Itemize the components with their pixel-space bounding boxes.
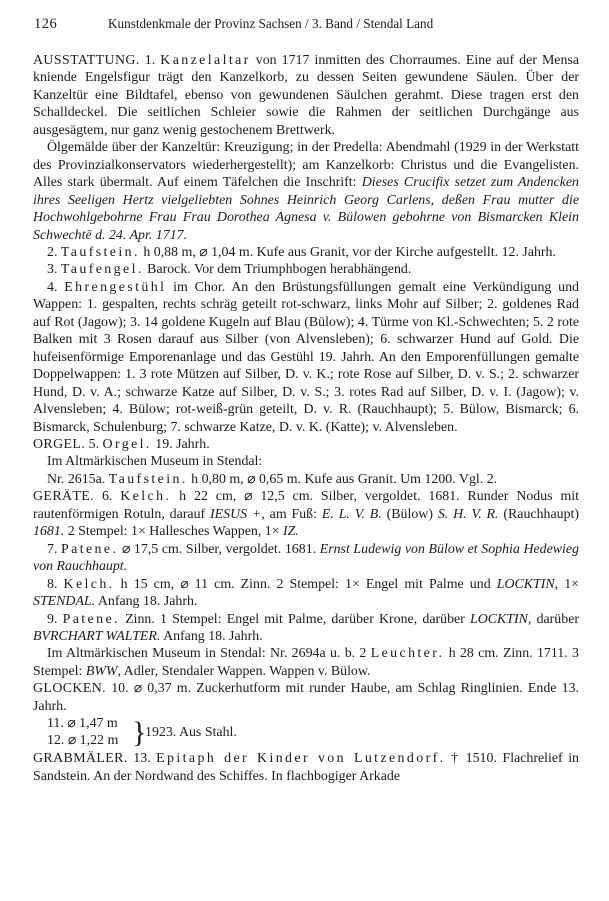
text-run: 6.: [94, 489, 121, 505]
paragraph: [33, 750, 579, 785]
item-name: Ehrengestühl: [64, 279, 167, 295]
text-run: , am Fuß:: [261, 506, 322, 522]
text-run: , 1×: [554, 576, 580, 592]
text-run: 19. Jahrh.: [151, 436, 210, 452]
text-run: h 15 cm, ⌀ 11 cm. Zinn. 2 Stempel: 1× Engel mit Palme und: [114, 576, 497, 592]
inscription-text: LOCKTIN: [470, 611, 528, 627]
text-run: Im Altmärkischen Museum in Stendal: Nr. 2694a u. b. 2: [47, 646, 371, 662]
bell-line-11: 11. ⌀ 1,47 m: [47, 716, 118, 732]
text-run: , Adler, Stendaler Wappen. Wappen v. Bülow.: [117, 663, 371, 679]
bells-note: 1923. Aus Stahl.: [145, 725, 237, 741]
item-name: Epitaph der Kinder von Lutzendorf.: [156, 751, 446, 767]
text-run: Anfang 18. Jahrh.: [95, 594, 198, 610]
item-name: Kelch.: [63, 576, 115, 592]
paragraph: [33, 261, 579, 278]
page-number: 126: [34, 16, 58, 32]
text-run: (Bülow): [381, 506, 438, 522]
paragraph: [33, 488, 579, 540]
text-run: h 0,80 m, ⌀ 0,65 m. Kufe aus Granit. Um 1200. Vgl. 2.: [187, 471, 498, 487]
inscription-text: BVRCHART WALTER.: [33, 628, 161, 644]
inscription-text: S. H. V. R.: [437, 506, 499, 522]
section-heading: GRABMÄLER.: [33, 751, 128, 767]
paragraph: [33, 645, 579, 680]
text-body: [33, 52, 579, 785]
paragraph: [33, 576, 579, 611]
text-run: im Chor. An den Brüstungsfüllungen gemalt eine Verkündigung und Wappen: 1. gespalten, rechts schräg geteilt rot-schwarz, links Mohr auf Silber; 2. goldenes Rad auf Rot (Jagow); 3. 14 goldene Kugeln auf Blau (Bülow); 4. Türme von Kl.-Schwechten; 5. 2 rote Balken mit 3 Rosen darauf aus Silber (von Alvensleben); 6. schwarzer Hund auf Gold. Die hufeisenförmige Emporenanlage und das Gestühl 19. Jahrh. An den Emporenfüllungen gemalte Doppelwappen: 1. 3 rote Mützen auf Silber, D. v. K.; rote Rose auf Silber, D. v. S.; 2. schwarzer Hund, D. v. A.; schwarze Katze auf Silber, D. v. S.; 3. rotes Rad auf Silber, D. v. I. (Jagow); v. Alvensleben; 4. Bülow; rot-weiß-grün geteilt, D. v. R. (Rauchhaupt); 5. Bülow, Bismarck; 6. Bismarck, Schulenburg; 7. schwarze Katze, D. v. K. (Katte); v. Alvensleben.: [33, 279, 579, 435]
item-name: Taufstein.: [60, 244, 140, 260]
running-title: Kunstdenkmale der Provinz Sachsen / 3. Band / Stendal Land: [108, 16, 434, 31]
text-run: 8.: [47, 576, 64, 592]
inscription-text: BWW: [85, 663, 118, 679]
text-run: 7.: [47, 541, 62, 557]
inscription-text: STENDAL.: [33, 594, 96, 610]
paragraph: [33, 139, 579, 244]
section-heading: ORGEL.: [33, 436, 86, 452]
item-name: Taufengel.: [60, 262, 144, 278]
tail-paragraph-list: [33, 750, 579, 785]
paragraph: [33, 52, 579, 139]
section-heading: GERÄTE.: [33, 489, 95, 505]
text-run: , darüber: [527, 611, 579, 627]
paragraph: [33, 279, 579, 436]
text-run: Im Altmärkischen Museum in Stendal:: [47, 454, 263, 470]
item-name: Patene.: [62, 611, 120, 627]
text-run: 2.: [47, 244, 61, 260]
paragraph: [33, 680, 579, 715]
inscription-text: Ernst Ludewig von Bülow et Sophia Hedewieg von Rauchhaupt.: [33, 541, 580, 575]
text-run: 3.: [47, 262, 61, 278]
inscription-text: 1681.: [33, 524, 65, 540]
text-run: 10. ⌀ 0,37 m. Zuckerhutform mit runder Haube, am Schlag Ringlinien. Ende 13. Jahrh.: [33, 681, 579, 714]
text-run: h 22 cm, ⌀ 12,5 cm. Silber, vergoldet. 1681. Runder Nodus mit rautenförmigen Rotuln, darauf: [33, 489, 579, 522]
text-run: von 1717 inmitten des Chorraumes. Eine auf der Mensa kniende Engelsfigur trägt den Kanzelkorb, zu dessen Seiten gewundene Säulen. Über der Kanzeltür eine Bildtafel, ebenso von gewundenen Säulchen gerahmt. Diese tragen erst den Schalldeckel. Die seitlichen Schleier sowie die Rahmen der seitlichen Durchgänge aus ausgesägtem, nur ganz wenig gestochenem Brettwerk.: [33, 53, 579, 138]
item-name: Taufstein.: [108, 471, 188, 487]
running-header: [34, 14, 574, 34]
text-run: 5.: [85, 436, 103, 452]
item-name: Patene.: [61, 541, 119, 557]
text-run: Nr. 2615a.: [47, 471, 109, 487]
item-name: Kanzelaltar: [160, 53, 251, 68]
paragraph: [33, 453, 579, 470]
text-run: 2 Stempel: 1× Hallesches Wappen, 1×: [64, 524, 284, 540]
paragraph-list: [33, 52, 579, 715]
item-name: Leuchter.: [370, 646, 445, 662]
text-run: Ölgemälde über der Kanzeltür: Kreuzigung; in der Predella: Abendmahl (1929 in der Werkstatt des Provinzialkonservators wiederhergestellt); am Kanzelkorb: Christus und die Evangelisten. Alles stark übermalt. Auf einem Täfelchen die Inschrift:: [33, 140, 579, 191]
paragraph: [33, 436, 579, 453]
bell-line-12: 12. ⌀ 1,22 m: [47, 733, 119, 749]
text-run: 1.: [139, 53, 161, 68]
item-name: Kelch.: [120, 489, 172, 505]
section-heading: AUSSTATTUNG.: [33, 53, 140, 68]
inscription-text: IZ.: [283, 524, 299, 540]
text-run: 9.: [47, 611, 63, 627]
bracket-brace: }: [132, 716, 147, 750]
paragraph: [33, 611, 579, 646]
text-run: Zinn. 1 Stempel: Engel mit Palme, darüber Krone, darüber: [119, 611, 470, 627]
bells-group: [33, 715, 579, 750]
text-run: Barock. Vor dem Triumphbogen herabhängend.: [143, 262, 412, 278]
text-run: h 28 cm. Zinn. 1711. 3 Stempel:: [33, 646, 579, 679]
text-run: † 1510. Flachrelief in Sandstein. An der Nordwand des Schiffes. In flachbogiger Arkade: [33, 751, 579, 784]
text-run: Anfang 18. Jahrh.: [160, 628, 263, 644]
item-name: Orgel.: [102, 436, 152, 452]
inscription-text: Dieses Crucifix setzet zum Andencken ihres Seeligen Hertz vielgeliebten Sohnes Heinrich Georg Carlens, deßen Frau mutter die Hochwohlgebohrne Frau Frau Dorothea Agnesa v. Bülowen gebohrne von Bismarcken Klein Schwechtē d. 24. Apr. 1717.: [33, 175, 579, 243]
text-run: (Rauchhaupt): [498, 506, 580, 522]
text-run: ⌀ 17,5 cm. Silber, vergoldet. 1681.: [118, 541, 320, 557]
text-run: 4.: [47, 279, 65, 295]
text-run: h 0,88 m, ⌀ 1,04 m. Kufe aus Granit, vor der Kirche aufgestellt. 12. Jahrh.: [139, 244, 556, 260]
paragraph: [33, 244, 579, 261]
paragraph: [33, 541, 579, 576]
section-heading: GLOCKEN.: [33, 681, 107, 697]
inscription-text: LOCKTIN: [496, 576, 555, 592]
text-run: 13.: [127, 751, 157, 767]
inscription-text: IESUS +: [210, 506, 262, 522]
inscription-text: E. L. V. B.: [321, 506, 382, 522]
paragraph: [33, 471, 579, 488]
